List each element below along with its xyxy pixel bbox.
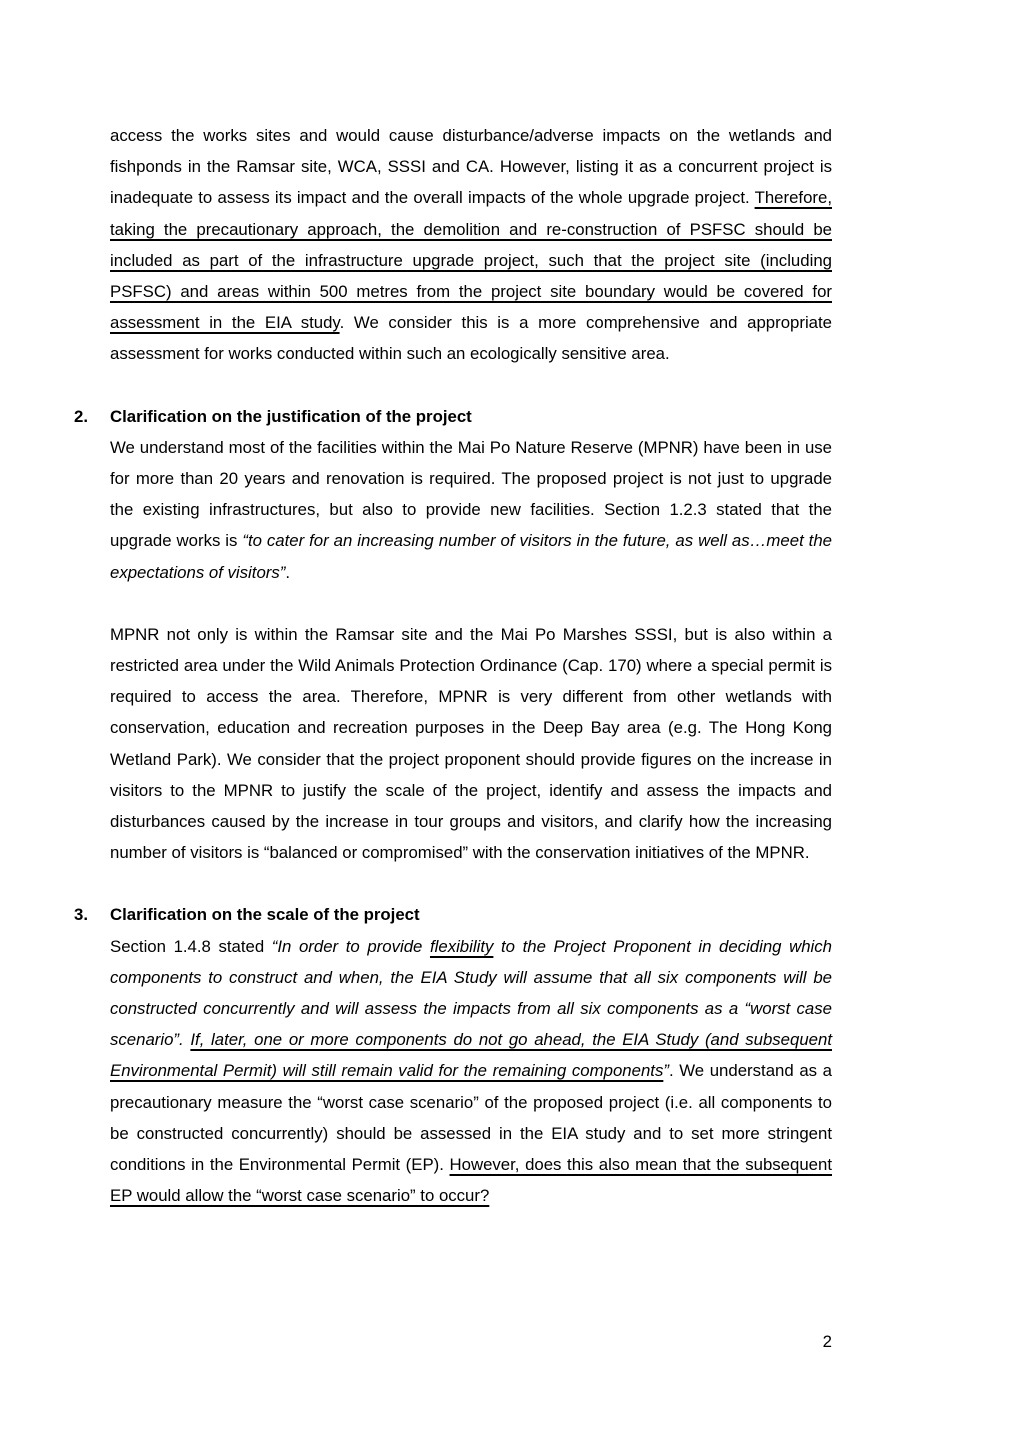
section-3-heading <box>74 899 832 930</box>
section-2 <box>74 401 833 869</box>
document-body <box>74 120 833 1243</box>
text-run: to the Project Proponent in deciding which components to construct and when, the EIA Study will assume that all six components will be constructed concurrently and will assess the impacts from all six components as a “worst case scenario”. <box>110 936 833 1050</box>
text-run: flexibility <box>429 936 494 956</box>
text-run: . We consider this is a more comprehensive and appropriate assessment for works conducted within such an ecologically sensitive area. <box>110 313 833 364</box>
text-run: access the works sites and would cause disturbance/adverse impacts on the wetlands and fishponds in the Ramsar site, WCA, SSSI and CA. However, listing it as a concurrent project is inadequate to assess its impact and the overall impacts of the whole upgrade project. <box>110 126 832 208</box>
text-run: ” <box>663 1061 669 1081</box>
text-run: . <box>285 562 291 582</box>
section-3-number: 3. <box>74 905 88 925</box>
section-3-paragraph-1 <box>110 931 832 1212</box>
text-run: However, does this also mean that the subsequent EP would allow the “worst case scenario” to occur? <box>110 1155 832 1206</box>
text-run: MPNR not only is within the Ramsar site and the Mai Po Marshes SSSI, but is also within a restricted area under the Wild Animals Protection Ordinance (Cap. 170) where a special permit is required to access the area. Therefore, MPNR is very different from other wetlands with conservation, education and recreation purposes in the Deep Bay area (e.g. The Hong Kong Wetland Park). We consider that the project proponent should provide figures on the increase in visitors to the MPNR to justify the scale of the project, identify and assess the impacts and disturbances caused by the increase in tour groups and visitors, and clarify how the increasing number of visitors is “balanced or compromised” with the conservation initiatives of the MPNR. <box>110 624 832 863</box>
section-2-paragraph-2 <box>110 619 832 869</box>
section-3 <box>74 899 833 1211</box>
text-run: . We understand as a precautionary measure the “worst case scenario” of the proposed project (i.e. all components to be constructed concurrently) should be assessed in the EIA study and to set more stringent conditions in the Environmental Permit (EP). <box>110 1061 832 1175</box>
section-2-paragraph-1 <box>110 432 832 588</box>
section-2-number: 2. <box>74 406 88 426</box>
text-run: Section 1.4.8 stated <box>110 936 272 956</box>
text-run: Therefore, taking the precautionary approach, the demolition and re-construction of PSFSC should be included as part of the infrastructure upgrade project, such that the project site (including PSFSC) and areas within 500 metres from the project site boundary would be covered for assessment in the EIA study <box>110 188 832 333</box>
text-run: “In order to provide <box>271 936 430 956</box>
text-run: We understand most of the facilities within the Mai Po Nature Reserve (MPNR) have been in use for more than 20 years and renovation is required. The proposed project is not just to upgrade the existing infrastructures, but also to provide new facilities. Section 1.2.3 stated that the upgrade works is <box>110 437 832 551</box>
section-3-title: Clarification on the scale of the project <box>110 905 420 925</box>
page-number: 2 <box>822 1332 832 1351</box>
text-run: “to cater for an increasing number of visitors in the future, as well as…meet the expectations of visitors” <box>110 531 833 582</box>
intro-paragraph <box>110 120 832 370</box>
section-2-title: Clarification on the justification of the project <box>110 406 472 426</box>
section-2-heading <box>74 401 832 432</box>
text-run: If, later, one or more components do not go ahead, the EIA Study (and subsequent Environmental Permit) will still remain valid for the remaining components <box>110 1030 832 1081</box>
